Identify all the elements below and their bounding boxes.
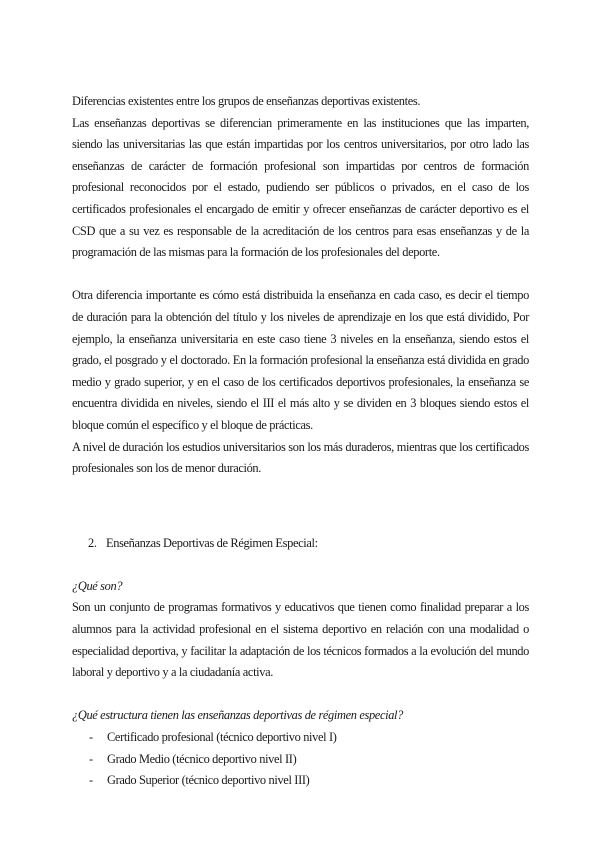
section-number: 2. [88, 535, 97, 550]
document-page [72, 91, 529, 792]
section-heading [72, 533, 529, 555]
answer-what-are-they: Son un conjunto de programas formativos y educativos que tienen como finalidad preparar a los alumnos para la actividad profesional en el sistema deportivo en relación con una modalidad o especialidad deportiva, y facilitar la adaptación de los técnicos formados a la evolución del mundo laboral y deportivo y a la ciudadanía activa. [72, 600, 529, 680]
intro-paragraph-1: Las enseñanzas deportivas se diferencian primeramente en las instituciones que las imparten, siendo las universitarias las que están impartidas por los centros universitarios, por otro lado las enseñanzas de carácter de formación profesional son impartidas por centros de formación profesional reconocidos por el estado, pudiendo ser públicos o privados, en el caso de los certificados profesionales el encargado de emitir y ofrecer enseñanzas de carácter deportivo es el CSD que a su vez es responsable de la acreditación de los centros para esas enseñanzas y de la programación de las mismas para la formación de los profesionales del deporte. [72, 115, 529, 260]
question-structure: ¿Qué estructura tienen las enseñanzas deportivas de régimen especial? [72, 708, 403, 723]
list-item [89, 770, 529, 792]
list-dash: - [89, 751, 93, 766]
list-dash: - [89, 730, 93, 745]
paragraph-spacer [72, 684, 529, 706]
paragraph-spacer [72, 554, 529, 576]
list-item-text: Certificado profesional (técnico deportivo nivel I) [107, 730, 337, 745]
intro-paragraph-2: Otra diferencia importante es cómo está distribuida la enseñanza en cada caso, es decir el tiempo de duración para la obtención del título y los niveles de aprendizaje en los que está dividido, Por ejemplo, la enseñanza universitaria en este caso tiene 3 niveles en la enseñanza, siendo estos el grado, el posgrado y el doctorado. En la formación profesional la enseñanza está dividida en grado medio y grado superior, y en el caso de los certificados deportivos profesionales, la enseñanza se encuentra dividida en niveles, siendo el III el más alto y se dividen en 3 bloques siendo estos el bloque común el específico y el bloque de prácticas. [72, 288, 529, 432]
question-what-are-they: ¿Qué son? [72, 578, 123, 593]
list-item [89, 727, 529, 749]
list-item-text: Grado Medio (técnico deportivo nivel II) [107, 751, 297, 766]
section-title: Enseñanzas Deportivas de Régimen Especial: [106, 535, 318, 550]
list-dash: - [89, 773, 93, 788]
paragraph-spacer [72, 264, 529, 286]
list-item [89, 749, 529, 771]
intro-title: Diferencias existentes entre los grupos de enseñanzas deportivas existentes. [72, 94, 421, 108]
intro-paragraph-3: A nivel de duración los estudios universitarios son los más duraderos, mientras que los certificados profesionales son los de menor duración. [72, 439, 529, 476]
list-item-text: Grado Superior (técnico deportivo nivel III) [107, 773, 310, 788]
section-spacer [72, 480, 529, 533]
structure-list [72, 727, 529, 792]
